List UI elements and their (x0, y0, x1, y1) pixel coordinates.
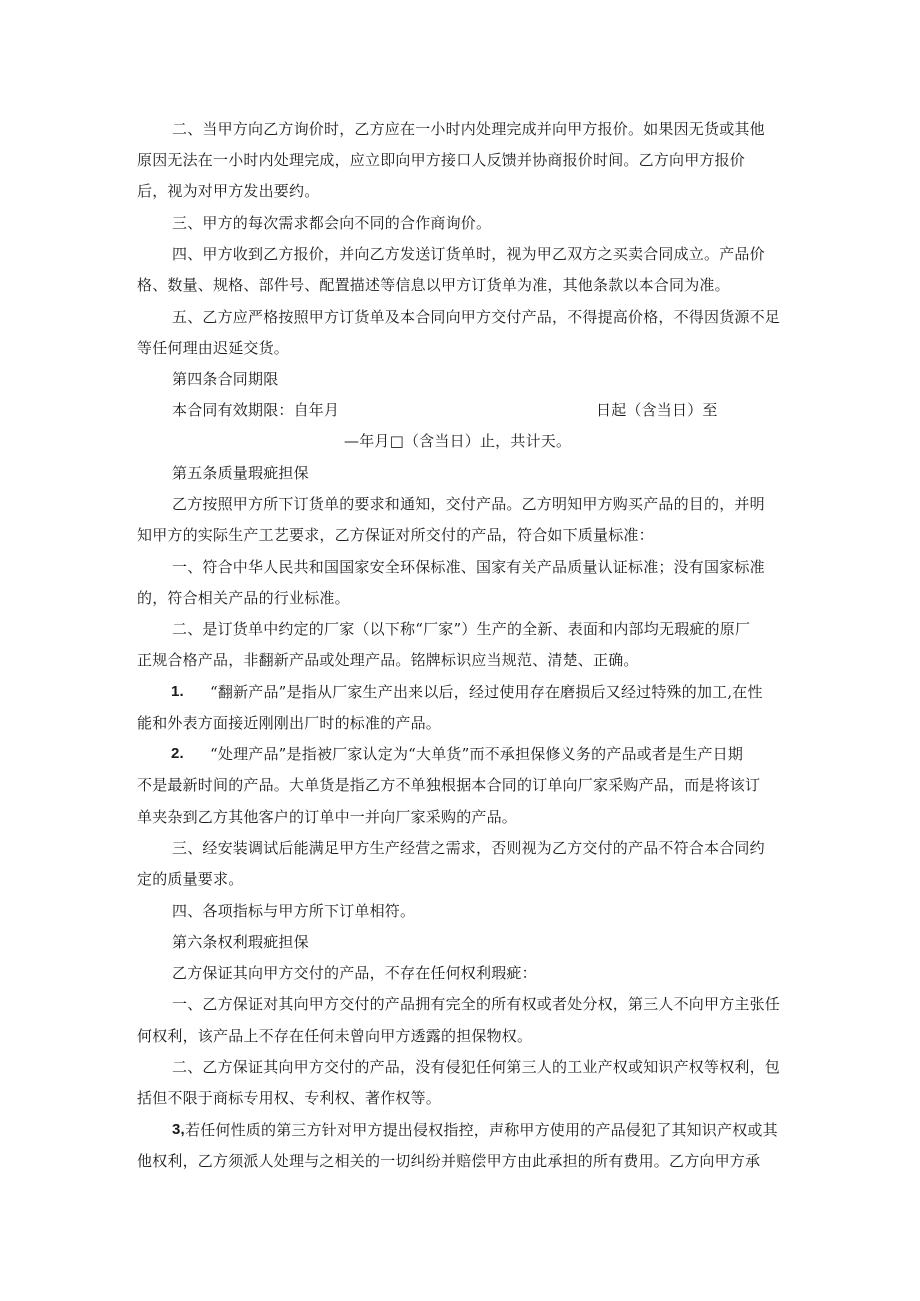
paragraph-line: 五、乙方应严格按照甲方订货单及本合同向甲方交付产品，不得提高价格，不得因货源不足 (172, 308, 781, 326)
paragraph-line: 的，符合相关产品的行业标准。 (137, 589, 350, 607)
paragraph-line: 单夹杂到乙方其他客户的订单中一并向厂家采购的产品。 (137, 808, 518, 826)
paragraph-line: 格、数量、规格、部件号、配置描述等信息以甲方订货单为准，其他条款以本合同为准。 (137, 276, 730, 294)
paragraph-line: 三、甲方的每次需求都会向不同的合作商询价。 (172, 214, 492, 232)
list-number: 3, (172, 1121, 185, 1138)
paragraph-line: 后，视为对甲方发出要约。 (137, 182, 320, 200)
paragraph-line: 他权利，乙方须派人处理与之相关的一切纠纷并赔偿甲方由此承担的所有费用。乙方向甲方承 (137, 1152, 761, 1170)
paragraph-line: “处理产品”是指被厂家认定为“大单货”而不承担保修义务的产品或者是生产日期 (210, 745, 744, 763)
section-heading: 第四条合同期限 (172, 370, 279, 388)
section-heading: 第五条质量瑕疵担保 (172, 464, 309, 482)
paragraph-line: 能和外表方面接近刚刚出厂时的标准的产品。 (137, 714, 442, 732)
paragraph-line: 四、各项指标与甲方所下订单相符。 (172, 902, 416, 920)
paragraph-line: 乙方按照甲方所下订货单的要求和通知，交付产品。乙方明知甲方购买产品的目的，并明 (172, 495, 765, 513)
paragraph-line: 日起（含当日）至 (596, 401, 718, 419)
paragraph-line: “翻新产品”是指从厂家生产出来以后，经过使用存在磨损后又经过特殊的加工,在性 (210, 683, 763, 701)
list-number: 1. (171, 683, 184, 700)
paragraph-line: 二、乙方保证其向甲方交付的产品，没有侵犯任何第三人的工业产权或知识产权等权利，包 (172, 1058, 781, 1076)
paragraph-line: 知甲方的实际生产工艺要求，乙方保证对所交付的产品，符合如下质量标准： (137, 526, 654, 544)
paragraph-line: 原因无法在一小时内处理完成，应立即向甲方接口人反馈并协商报价时间。乙方向甲方报价 (137, 151, 746, 169)
paragraph-line: 不是最新时间的产品。大单货是指乙方不单独根据本合同的订单向厂家采购产品，而是将该订 (137, 776, 761, 794)
list-number: 2. (171, 745, 184, 762)
paragraph-line: 二、是订货单中约定的厂家（以下称“厂家”）生产的全新、表面和内部均无瑕疵的原厂 (172, 620, 751, 638)
paragraph-line: —年月□（含当日）止，共计天。 (344, 432, 572, 450)
paragraph-line: 若任何性质的第三方针对甲方提出侵权指控，声称甲方使用的产品侵犯了其知识产权或其 (185, 1121, 778, 1139)
paragraph-line: 括但不限于商标专用权、专利权、著作权等。 (137, 1089, 442, 1107)
paragraph-line: 乙方保证其向甲方交付的产品，不存在任何权利瑕疵： (172, 964, 537, 982)
paragraph-line: 等任何理由迟延交货。 (137, 339, 290, 357)
section-heading: 第六条权利瑕疵担保 (172, 933, 309, 951)
paragraph-line: 三、经安装调试后能满足甲方生产经营之需求，否则视为乙方交付的产品不符合本合同约 (172, 839, 765, 857)
paragraph-line: 一、符合中华人民共和国国家安全环保标准、国家有关产品质量认证标准；没有国家标准 (172, 558, 765, 576)
paragraph-line: 四、甲方收到乙方报价，并向乙方发送订货单时，视为甲乙双方之买卖合同成立。产品价 (172, 245, 765, 263)
paragraph-line: 本合同有效期限：自年月 (172, 401, 340, 419)
paragraph-line: 何权利，该产品上不存在任何未曾向甲方透露的担保物权。 (137, 1027, 533, 1045)
paragraph-line: 二、当甲方向乙方询价时，乙方应在一小时内处理完成并向甲方报价。如果因无货或其他 (172, 120, 765, 138)
paragraph-line: 定的质量要求。 (137, 870, 244, 888)
paragraph-line: 正规合格产品，非翻新产品或处理产品。铭牌标识应当规范、清楚、正确。 (137, 651, 639, 669)
paragraph-line: 一、乙方保证对其向甲方交付的产品拥有完全的所有权或者处分权，第三人不向甲方主张任 (172, 995, 781, 1013)
